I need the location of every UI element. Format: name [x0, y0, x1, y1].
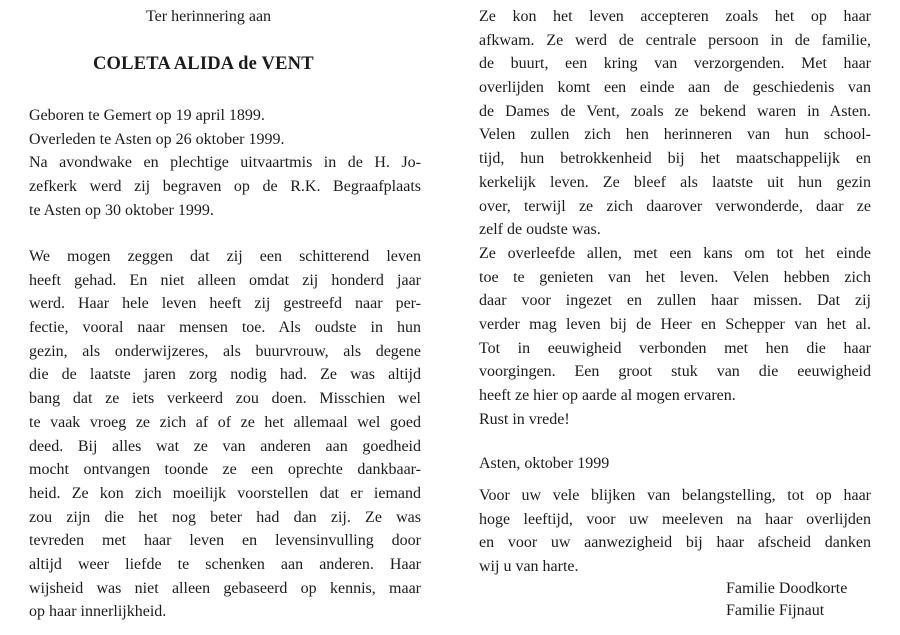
thanks-line: Voor uw vele blijken van belangstelling, tot op haar	[479, 487, 871, 504]
facts-block	[29, 104, 421, 222]
paragraph-line: zelf de oudste was.	[479, 221, 601, 239]
thanks-line: wij u van harte.	[479, 558, 579, 576]
thanks-line: en voor uw aanwezigheid bij haar afscheid danken	[479, 534, 871, 552]
paragraph-line: voorgingen. Een groot stuk van die eeuwigheid	[479, 363, 871, 381]
tribute-line: heid. Ze kon zich moeilijk voorstellen dat er iemand	[29, 484, 421, 502]
signature-doodkorte: Familie Doodkorte	[726, 580, 848, 597]
facts-line: te Asten op 30 oktober 1999.	[29, 201, 214, 219]
paragraph-line: de Dames de Vent, zoals ze bekend waren in Asten.	[479, 102, 871, 120]
intro-text: Ter herinnering aan	[146, 8, 272, 25]
facts-line: Na avondwake en plechtige uitvaartmis in de H. Jo-	[29, 154, 421, 172]
tribute-line: altijd weer liefde te schenken aan anderen. Haar	[29, 555, 421, 573]
paragraph-line: afkwam. Ze werd de centrale persoon in de familie,	[479, 31, 871, 49]
tribute-line: werd. Haar hele leven heeft zij gestreefd naar per-	[29, 295, 421, 313]
tribute-line: mocht ontvangen toonde ze een oprechte dankbaar-	[29, 461, 421, 479]
tribute-line: bang dat ze iets verkeerd zou doen. Misschien wel	[29, 390, 421, 408]
tribute-line: zou zijn die het nog beter had dan zij. Ze was	[29, 508, 421, 526]
tribute-line: wijsheid was niet alleen gebaseerd op kennis, maar	[29, 579, 421, 597]
tribute-line: gezin, als onderwijzeres, als buurvrouw, als degene	[29, 342, 421, 360]
tribute-line: heeft gehad. En niet alleen omdat zij honderd jaar	[29, 271, 421, 289]
paragraph-line: Ze overleefde allen, met een kans om tot het einde	[479, 244, 871, 262]
paragraph-line: Tot in eeuwigheid verbonden met hen die haar	[479, 339, 871, 357]
tribute-line: te vaak vroeg ze zich af of ze het allemaal wel goed	[29, 413, 421, 431]
tribute-line: die de laatste jaren zorg nodig had. Ze was altijd	[29, 366, 421, 384]
signature-fijnaut: Familie Fijnaut	[726, 602, 825, 619]
tribute-block	[29, 245, 421, 624]
paragraph-line: daar voor ingezet en zullen haar missen. Dat zij	[479, 292, 871, 310]
paragraph-line: toe te genieten van het leven. Velen hebben zich	[479, 268, 871, 286]
paragraph-line: Ze kon het leven accepteren zoals het op haar	[479, 8, 871, 25]
tribute-line: fectie, vooral naar mensen toe. Als oudste in hun	[29, 319, 421, 337]
facts-line: zefkerk werd zij begraven op de R.K. Begraafplaats	[29, 178, 421, 196]
facts-line: Overleden te Asten op 26 oktober 1999.	[29, 130, 285, 148]
deceased-name: COLETA ALIDA de VENT	[93, 54, 314, 74]
facts-line: Geboren te Gemert op 19 april 1899.	[29, 107, 265, 124]
thanks-block	[479, 484, 871, 579]
paragraph-line: de buurt, een kring van verzorgenden. Met haar	[479, 55, 871, 73]
paragraph-line: tijd, hun betrokkenheid bij het maatschappelijk en	[479, 150, 871, 168]
tribute-line: op haar innerlijkheid.	[29, 603, 167, 621]
tribute-line: deed. Bij alles wat ze van anderen aan goedheid	[29, 437, 421, 455]
place-date-line: Asten, oktober 1999	[479, 455, 610, 472]
paragraph-acceptance	[479, 5, 871, 431]
tribute-line: tevreden met haar leven en levensinvulling door	[29, 532, 421, 550]
paragraph-line: kerkelijk leven. Ze bleef als laatste uit hun gezin	[479, 173, 871, 191]
paragraph-line: verder mag leven bij de Heer en Schepper van het al.	[479, 315, 871, 333]
thanks-line: hoge leeftijd, voor uw meeleven na haar overlijden	[479, 510, 871, 528]
place-date	[479, 452, 871, 476]
paragraph-line: overlijden komt een einde aan de geschiedenis van	[479, 79, 871, 97]
paragraph-line: Velen zullen zich hen herinneren van hun school-	[479, 126, 871, 144]
paragraph-line: over, terwijl ze zich daarover verwonderde, daar ze	[479, 197, 871, 215]
tribute-line: We mogen zeggen dat zij een schitterend leven	[29, 248, 421, 265]
paragraph-line: Rust in vrede!	[479, 410, 570, 428]
paragraph-line: heeft ze hier op aarde al mogen ervaren.	[479, 387, 736, 404]
